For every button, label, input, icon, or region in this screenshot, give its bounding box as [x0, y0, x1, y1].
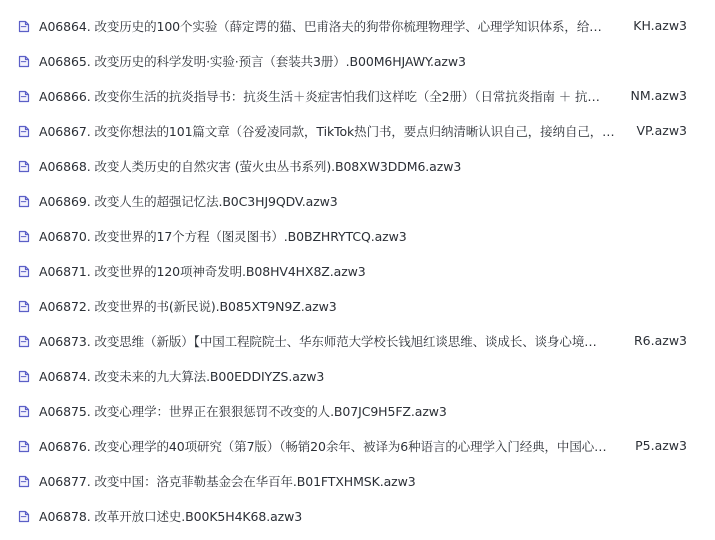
file-name: A06874. 改变未来的九大算法.B00EDDIYZS.azw3 — [39, 368, 325, 384]
file-list-item[interactable] — [0, 253, 715, 288]
file-list-item[interactable] — [0, 498, 715, 533]
file-icon — [16, 473, 32, 489]
file-list-item[interactable] — [0, 113, 715, 148]
file-name: A06878. 改革开放口述史.B00K5H4K68.azw3 — [39, 508, 303, 524]
file-icon — [16, 403, 32, 419]
file-list-item[interactable] — [0, 358, 715, 393]
file-list-item[interactable] — [0, 8, 715, 43]
file-list-item[interactable] — [0, 43, 715, 78]
file-icon — [16, 18, 32, 34]
file-name: A06865. 改变历史的科学发明·实验·预言（套装共3册）.B00M6HJAWY.azw3 — [39, 53, 466, 69]
file-list-item[interactable] — [0, 428, 715, 463]
file-icon — [16, 298, 32, 314]
file-list-item[interactable] — [0, 218, 715, 253]
file-name: A06869. 改变人生的超强记忆法.B0C3HJ9QDV.azw3 — [39, 193, 338, 209]
file-name-suffix: VP.azw3 — [636, 123, 687, 138]
file-icon — [16, 333, 32, 349]
file-icon — [16, 228, 32, 244]
file-icon — [16, 193, 32, 209]
file-icon — [16, 88, 32, 104]
file-name: A06864. 改变历史的100个实验（薛定谔的猫、巴甫洛夫的狗带你梳理物理学、心理学知识体系，给… — [39, 18, 602, 34]
file-list-item[interactable] — [0, 78, 715, 113]
file-icon — [16, 368, 32, 384]
file-icon — [16, 438, 32, 454]
file-name: A06877. 改变中国：洛克菲勒基金会在华百年.B01FTXHMSK.azw3 — [39, 473, 416, 489]
file-name: A06876. 改变心理学的40项研究（第7版）（畅销20余年、被译为6种语言的心理学入门经典，中国心… — [39, 438, 607, 454]
file-list-item[interactable] — [0, 183, 715, 218]
file-name: A06871. 改变世界的120项神奇发明.B08HV4HX8Z.azw3 — [39, 263, 366, 279]
file-name: A06872. 改变世界的书(新民说).B085XT9N9Z.azw3 — [39, 298, 337, 314]
file-name-suffix: NM.azw3 — [630, 88, 687, 103]
file-list-item[interactable] — [0, 393, 715, 428]
file-icon — [16, 508, 32, 524]
file-name: A06875. 改变心理学：世界正在狠狠惩罚不改变的人.B07JC9H5FZ.azw3 — [39, 403, 447, 419]
file-icon — [16, 53, 32, 69]
file-icon — [16, 263, 32, 279]
file-icon — [16, 123, 32, 139]
file-name: A06866. 改变你生活的抗炎指导书：抗炎生活＋炎症害怕我们这样吃（全2册）（日常抗炎指南 ＋ 抗… — [39, 88, 600, 104]
file-list-item[interactable] — [0, 148, 715, 183]
file-list-item[interactable] — [0, 288, 715, 323]
file-name-suffix: KH.azw3 — [633, 18, 687, 33]
file-name: A06867. 改变你想法的101篇文章（谷爱凌同款，TikTok热门书，要点归纳清晰认识自己，接纳自己，… — [39, 123, 615, 139]
file-list-item[interactable] — [0, 323, 715, 358]
file-name: A06873. 改变思维（新版）【中国工程院院士、华东师范大学校长钱旭红谈思维、谈成长、谈身心境… — [39, 333, 597, 349]
file-name-suffix: R6.azw3 — [633, 333, 687, 348]
file-list-item[interactable] — [0, 463, 715, 498]
file-icon — [16, 158, 32, 174]
file-name-suffix: P5.azw3 — [635, 438, 687, 453]
file-name: A06870. 改变世界的17个方程（图灵图书）.B0BZHRYTCQ.azw3 — [39, 228, 407, 244]
file-name: A06868. 改变人类历史的自然灾害 (萤火虫丛书系列).B08XW3DDM6.azw3 — [39, 158, 462, 174]
